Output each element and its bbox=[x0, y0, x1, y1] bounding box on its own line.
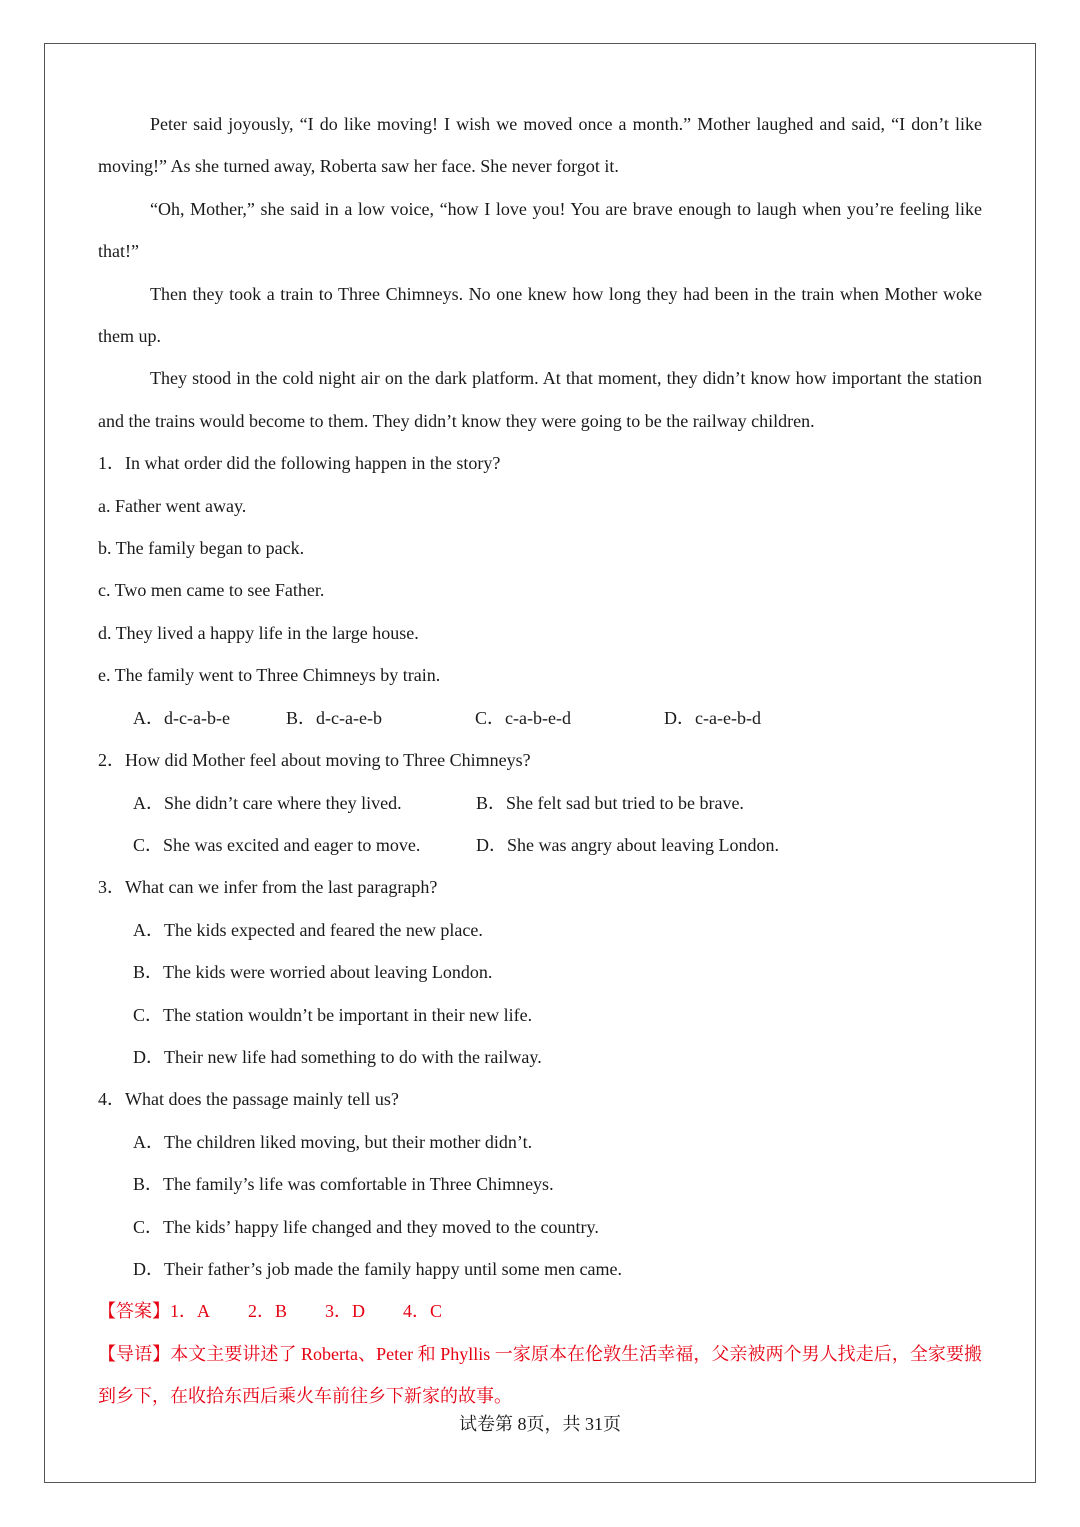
option-c[interactable]: C．She was excited and eager to move. bbox=[133, 834, 421, 855]
document-body bbox=[98, 103, 982, 1418]
event-item: e. The family went to Three Chimneys by train. bbox=[98, 665, 441, 686]
guide-paragraph bbox=[98, 1333, 982, 1418]
answer-item: 1．A bbox=[170, 1301, 210, 1322]
option-d[interactable]: D．Their father’s job made the family happy until some men came. bbox=[133, 1258, 623, 1279]
question-stem: 3．What can we infer from the last paragraph? bbox=[98, 877, 438, 898]
option-d[interactable]: D．Their new life had something to do with the railway. bbox=[133, 1046, 542, 1067]
option-b[interactable]: B．The family’s life was comfortable in Three Chimneys. bbox=[133, 1174, 554, 1195]
option-b[interactable]: B．d-c-a-e-b bbox=[286, 707, 382, 728]
question-4 bbox=[98, 1078, 982, 1290]
event-item: c. Two men came to see Father. bbox=[98, 580, 325, 601]
passage-paragraph: “Oh, Mother,” she said in a low voice, “how I love you! You are brave enough to laugh when you’re feeling like that!” bbox=[98, 198, 982, 262]
question-3 bbox=[98, 866, 982, 1078]
option-c[interactable]: C．c-a-b-e-d bbox=[475, 707, 571, 728]
option-a[interactable]: A．d-c-a-b-e bbox=[133, 707, 230, 728]
passage-paragraph: They stood in the cold night air on the dark platform. At that moment, they didn’t know how important the station and the trains would become to them. They didn’t know they were going to be the railway children. bbox=[98, 368, 982, 431]
guide-text: 本文主要讲述了 Roberta、Peter 和 Phyllis 一家原本在伦敦生活幸福，父亲被两个男人找走后，全家要搬到乡下，在收拾东西后乘火车前往乡下新家的故事。 bbox=[98, 1343, 982, 1407]
page-footer: 试卷第 8页，共 31页 bbox=[459, 1414, 621, 1434]
answer-item: 3．D bbox=[325, 1301, 366, 1322]
answer-item: 4．C bbox=[403, 1301, 443, 1322]
option-d[interactable]: D．She was angry about leaving London. bbox=[476, 834, 779, 855]
options-row bbox=[98, 697, 982, 739]
option-d[interactable]: D．c-a-e-b-d bbox=[664, 707, 761, 728]
options-row bbox=[98, 824, 982, 866]
question-1 bbox=[98, 442, 982, 739]
event-item: b. The family began to pack. bbox=[98, 538, 305, 559]
event-item: a. Father went away. bbox=[98, 495, 247, 516]
option-a[interactable]: A．The kids expected and feared the new place. bbox=[133, 919, 483, 940]
options-row bbox=[98, 782, 982, 824]
answer-key bbox=[98, 1290, 982, 1332]
option-b[interactable]: B．She felt sad but tried to be brave. bbox=[476, 792, 744, 813]
option-a[interactable]: A．She didn’t care where they lived. bbox=[133, 792, 402, 813]
option-a[interactable]: A．The children liked moving, but their mother didn’t. bbox=[133, 1131, 533, 1152]
option-b[interactable]: B．The kids were worried about leaving London. bbox=[133, 962, 493, 983]
guide-label: 【导语】 bbox=[98, 1343, 171, 1364]
event-item: d. They lived a happy life in the large house. bbox=[98, 622, 419, 643]
question-2 bbox=[98, 739, 982, 866]
answer-label: 【答案】 bbox=[98, 1301, 170, 1322]
question-stem: 2．How did Mother feel about moving to Three Chimneys? bbox=[98, 750, 531, 771]
question-stem: 4．What does the passage mainly tell us? bbox=[98, 1089, 399, 1110]
passage-paragraph: Peter said joyously, “I do like moving! I wish we moved once a month.” Mother laughed and said, “I don’t like moving!” As she turned away, Roberta saw her face. She never forgot it. bbox=[98, 114, 982, 177]
question-stem: 1．In what order did the following happen in the story? bbox=[98, 453, 501, 474]
option-c[interactable]: C．The kids’ happy life changed and they moved to the country. bbox=[133, 1216, 599, 1237]
answer-item: 2．B bbox=[248, 1301, 288, 1322]
option-c[interactable]: C．The station wouldn’t be important in their new life. bbox=[133, 1004, 533, 1025]
passage-paragraph: Then they took a train to Three Chimneys. No one knew how long they had been in the train when Mother woke them up. bbox=[98, 283, 982, 347]
